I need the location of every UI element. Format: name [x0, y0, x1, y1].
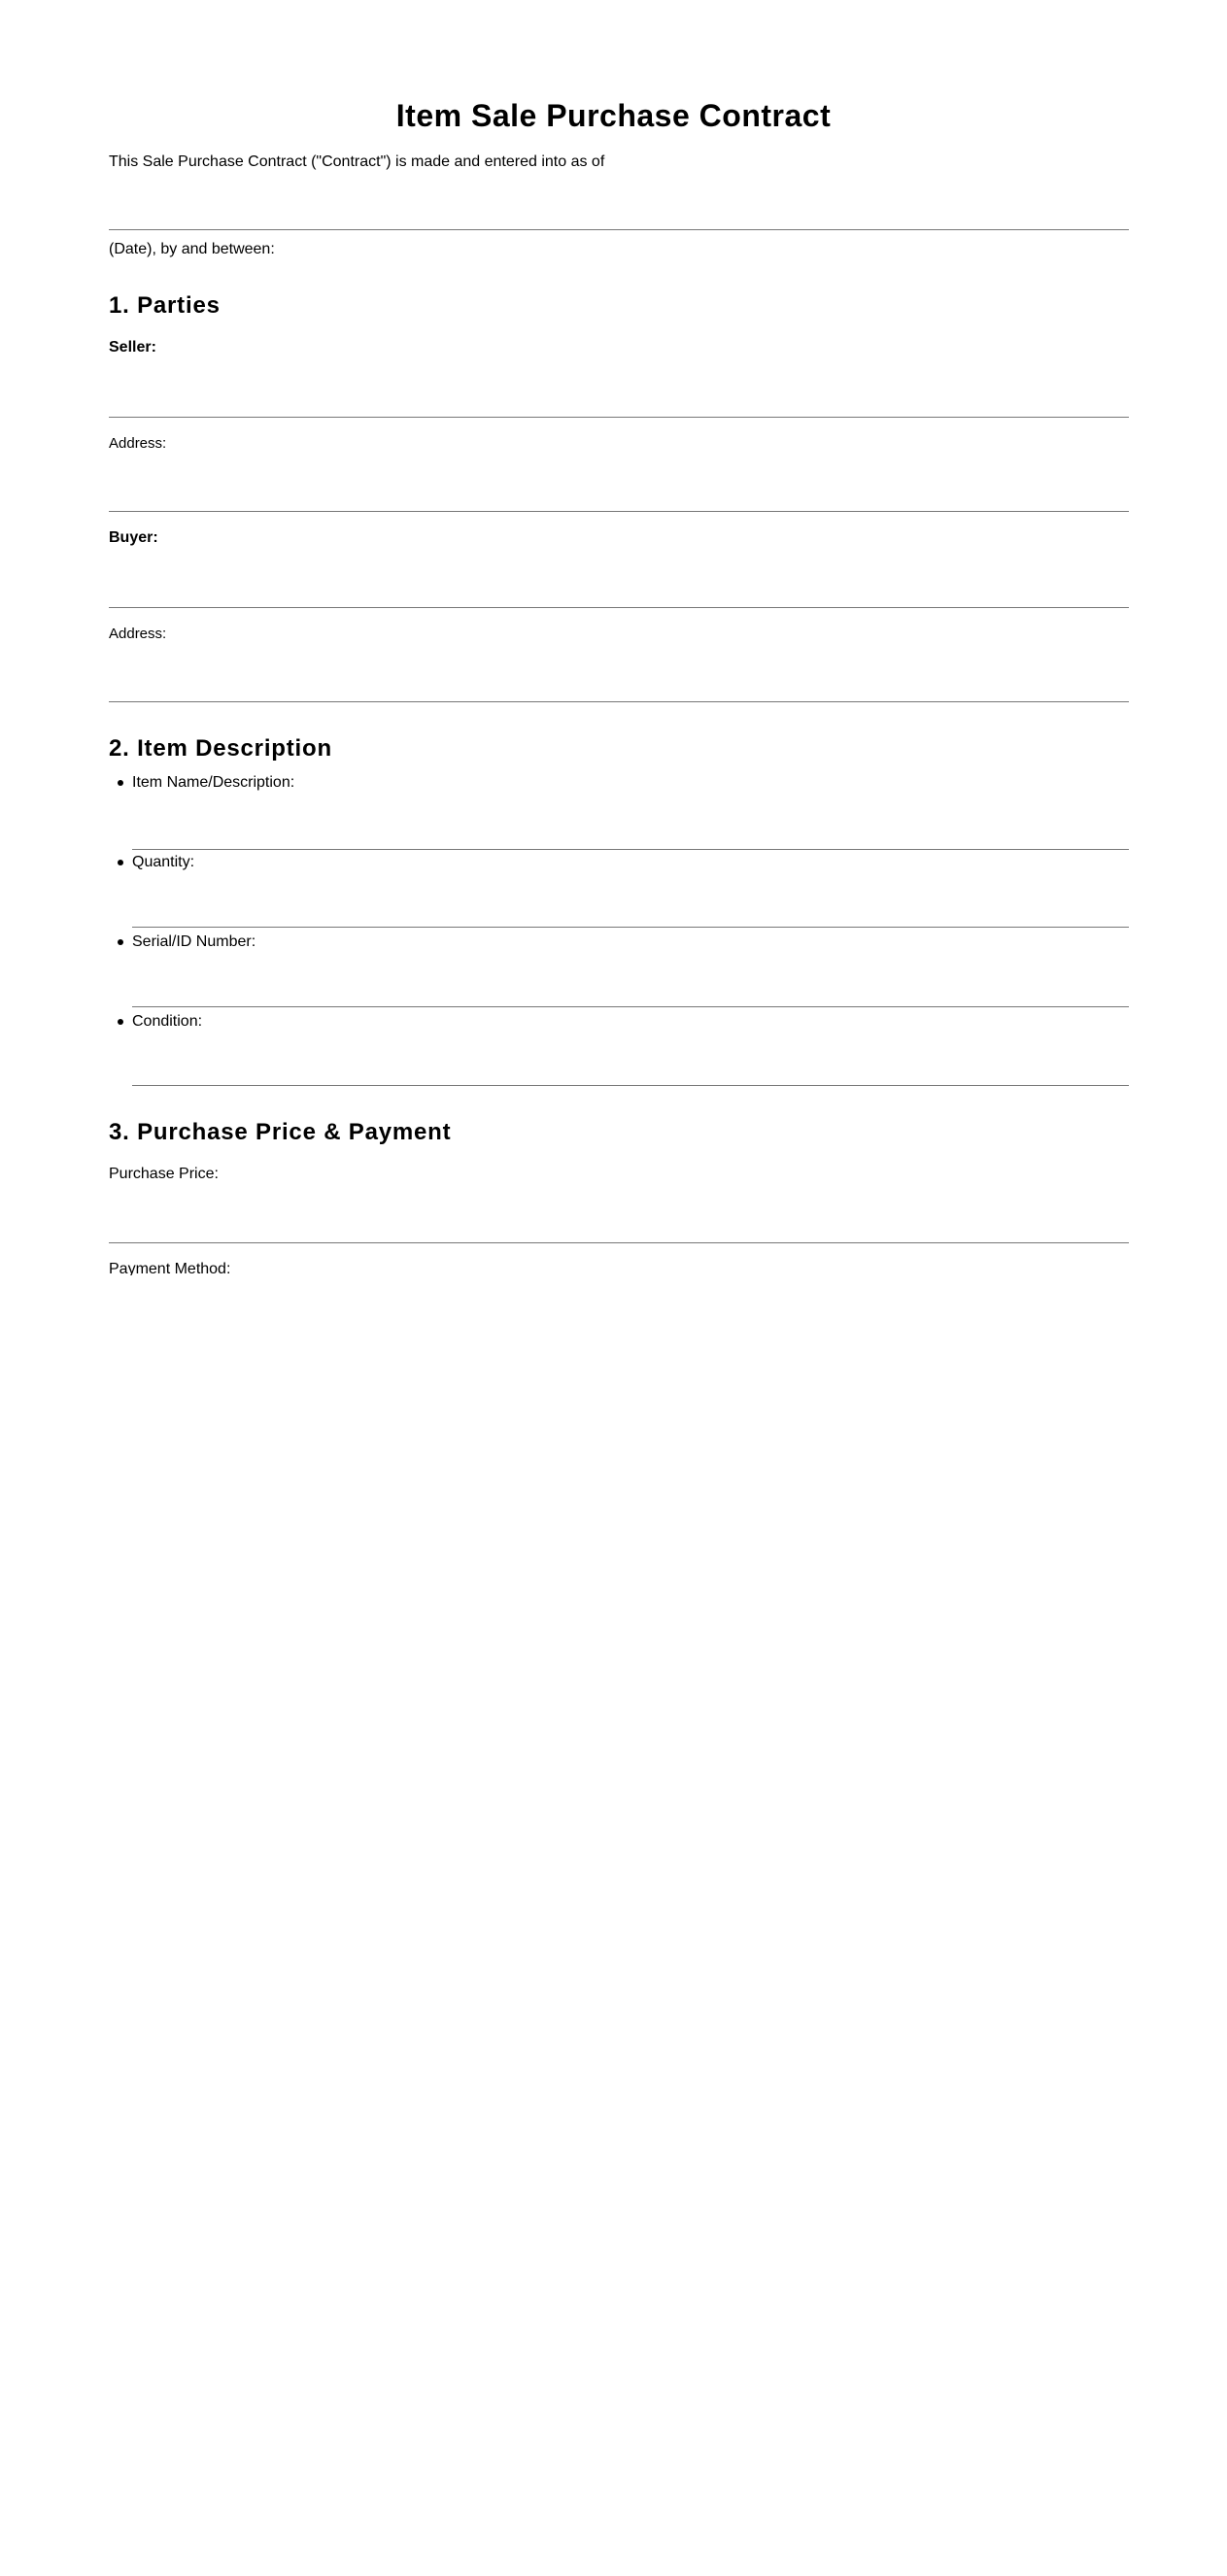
seller-address-field-line[interactable]: [109, 511, 1129, 512]
buyer-address-label: Address:: [109, 626, 167, 642]
quantity-field-line[interactable]: [132, 927, 1129, 928]
date-suffix-text: (Date), by and between:: [109, 241, 275, 257]
condition-label: Condition:: [132, 1013, 203, 1030]
item-name-field-line[interactable]: [132, 849, 1129, 850]
bullet-icon: [118, 780, 123, 786]
date-field-line[interactable]: [109, 229, 1129, 230]
payment-method-label: Payment Method:: [109, 1261, 231, 1275]
page-title: Item Sale Purchase Contract: [395, 98, 832, 133]
intro-text: This Sale Purchase Contract ("Contract") is made and entered into as of: [109, 153, 605, 170]
condition-field-line[interactable]: [132, 1085, 1129, 1086]
section-heading-parties: 1. Parties: [109, 292, 221, 319]
seller-label: Seller:: [109, 339, 156, 356]
serial-number-field-line[interactable]: [132, 1006, 1129, 1007]
section-heading-item-description: 2. Item Description: [109, 735, 332, 762]
item-name-label: Item Name/Description:: [132, 774, 295, 791]
contract-document: [0, 0, 1227, 1275]
buyer-label: Buyer:: [109, 529, 158, 546]
purchase-price-label: Purchase Price:: [109, 1166, 219, 1182]
buyer-address-field-line[interactable]: [109, 701, 1129, 702]
seller-address-label: Address:: [109, 435, 167, 452]
seller-field-line[interactable]: [109, 417, 1129, 418]
bullet-icon: [118, 939, 123, 945]
serial-number-label: Serial/ID Number:: [132, 933, 256, 950]
bullet-icon: [118, 860, 123, 865]
quantity-label: Quantity:: [132, 854, 195, 870]
purchase-price-field-line[interactable]: [109, 1242, 1129, 1243]
buyer-field-line[interactable]: [109, 607, 1129, 608]
section-heading-purchase-price: 3. Purchase Price & Payment: [109, 1119, 452, 1145]
bullet-icon: [118, 1019, 123, 1025]
